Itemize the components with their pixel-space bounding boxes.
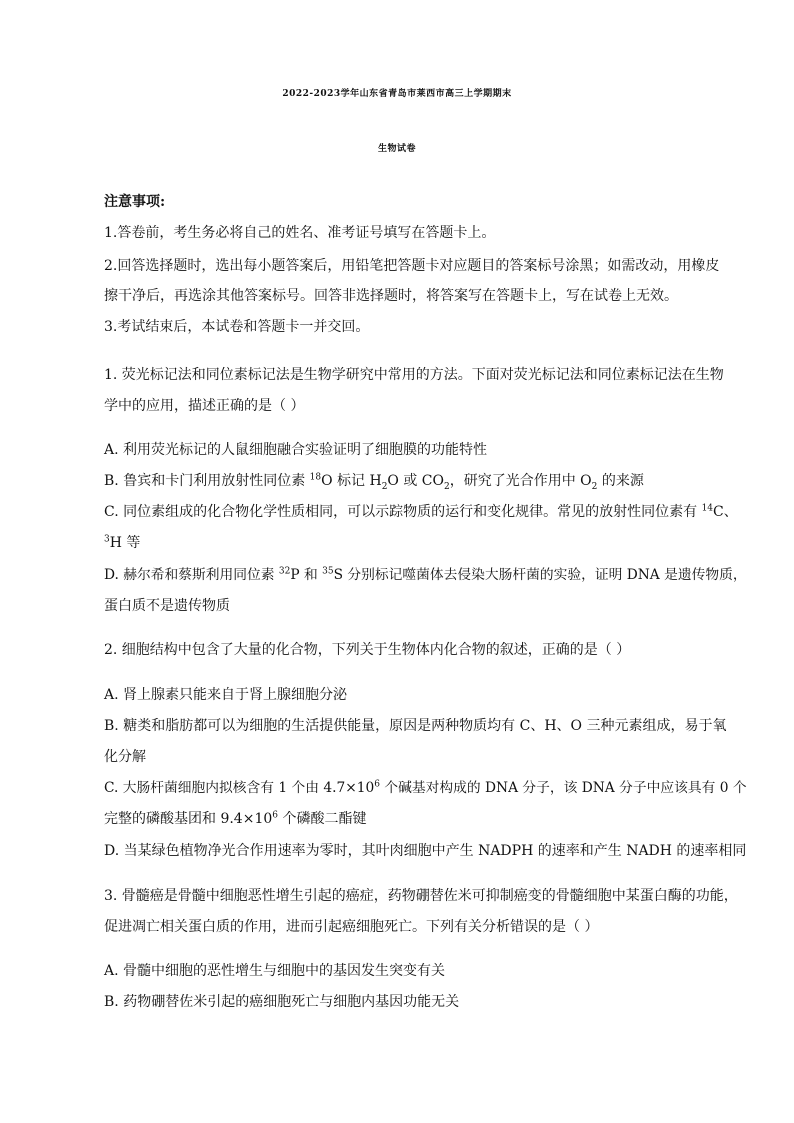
question-2-option-b-cont: 化分解: [104, 749, 146, 765]
question-2-option-d: D. 当某绿色植物净光合作用速率为零时，其叶肉细胞中产生 NADPH 的速率和产生 NADH 的速率相同: [104, 843, 747, 859]
question-1-option-d: D. 赫尔希和蔡斯利用同位素 $^{32}$P 和 $^{35}$S 分别标记噬菌体去侵染大肠杆菌的实验，证明 DNA 是遗传物质，: [104, 566, 747, 583]
question-3-option-a: A. 骨髓中细胞的恶性增生与细胞中的基因发生突变有关: [104, 963, 446, 979]
question-1-option-c-cont: $^3$H 等: [104, 534, 141, 551]
notice-item-2: 2.回答选择题时，选出每小题答案后，用铅笔把答题卡对应题目的答案标号涂黑；如需改动，用橡皮: [104, 258, 720, 274]
question-1-option-b: B. 鲁宾和卡门利用放射性同位素 $^{18}$O 标记 $H_2O$ 或 $CO_2$，研究了光合作用中 $O_2$ 的来源: [104, 472, 644, 492]
question-2-option-c: C. 大肠杆菌细胞内拟核含有 1 个由 $4.7\times 10^6$ 个碱基对构成的 DNA 分子，该 DNA 分子中应该具有 0 个: [104, 779, 747, 796]
question-1-option-c: C. 同位素组成的化合物化学性质相同，可以示踪物质的运行和变化规律。常见的放射性同位素有 $^{14}$C、: [104, 503, 738, 520]
question-3-option-b: B. 药物硼替佐米引起的癌细胞死亡与细胞内基因功能无关: [104, 994, 460, 1010]
notice-item-1: 1.答卷前，考生务必将自己的姓名、准考证号填写在答题卡上。: [104, 225, 496, 241]
notice-item-2-cont: 擦干净后，再选涂其他答案标号。回答非选择题时，将答案写在答题卡上，写在试卷上无效。: [104, 288, 678, 304]
question-2-stem: 2. 细胞结构中包含了大量的化合物，下列关于生物体内化合物的叙述，正确的是（ ）: [104, 642, 631, 658]
question-1-stem: 1. 荧光标记法和同位素标记法是生物学研究中常用的方法。下面对荧光标记法和同位素标记法在生物: [104, 367, 724, 383]
exam-title: 2022-2023学年山东省青岛市莱西市高三上学期期末: [282, 89, 512, 99]
question-1-stem-cont: 学中的应用，描述正确的是（ ）: [104, 398, 305, 414]
exam-subject: 生物试卷: [377, 144, 416, 154]
question-2-option-a: A. 肾上腺素只能来自于肾上腺细胞分泌: [104, 687, 348, 703]
notice-item-3: 3.考试结束后，本试卷和答题卡一并交回。: [104, 319, 370, 335]
question-2-option-b: B. 糖类和脂肪都可以为细胞的生活提供能量，原因是两种物质均有 C、H、O 三种元素组成，易于氧: [104, 718, 727, 734]
question-3-stem: 3. 骨髓癌是骨髓中细胞恶性增生引起的癌症，药物硼替佐米可抑制癌变的骨髓细胞中某蛋白酶的功能，: [104, 888, 738, 904]
question-2-option-c-cont: 完整的磷酸基团和 $9.4\times 10^6$ 个磷酸二酯键: [104, 810, 367, 827]
question-3-stem-cont: 促进凋亡相关蛋白质的作用，进而引起癌细胞死亡。下列有关分析错误的是（ ）: [104, 919, 599, 935]
question-1-option-d-cont: 蛋白质不是遗传物质: [104, 598, 230, 614]
question-1-option-a: A. 利用荧光标记的人鼠细胞融合实验证明了细胞膜的功能特性: [104, 442, 488, 458]
notice-heading: 注意事项:: [104, 194, 166, 210]
